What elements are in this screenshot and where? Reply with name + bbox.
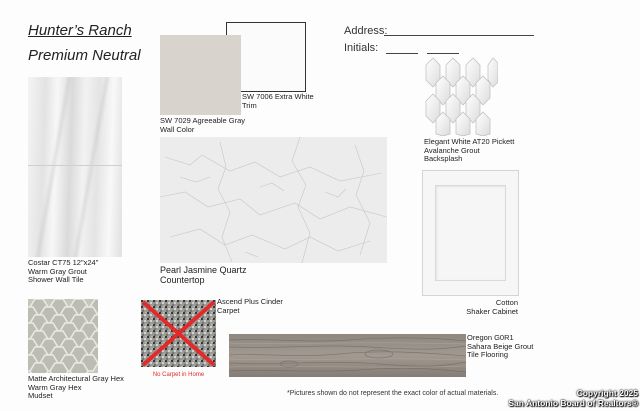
disclaimer-note: *Pictures shown do not represent the exact color of actual materials. xyxy=(287,390,499,397)
copyright-watermark: Copyright 2025 San Antonio Board of Realtors® xyxy=(508,388,638,408)
address-label: Address: xyxy=(344,25,388,37)
initials-line-2 xyxy=(427,53,459,54)
trim-color-caption: SW 7006 Extra White Trim xyxy=(242,92,314,110)
hex-tile-swatch xyxy=(28,299,98,373)
initials-label: Initials: xyxy=(344,42,379,54)
backsplash-tile-swatch xyxy=(424,56,498,136)
plank-tile-caption: Oregon G0R1 Sahara Beige Grout Tile Flooring xyxy=(467,333,534,359)
wall-color-swatch xyxy=(160,35,241,115)
package-subtitle: Premium Neutral xyxy=(28,47,141,64)
shower-tile-caption: Costar CT75 12"x24" Warm Gray Grout Shower Wall Tile xyxy=(28,258,99,284)
carpet-swatch xyxy=(141,300,216,367)
carpet-note: No Carpet in Home xyxy=(152,372,205,378)
shaker-cabinet-door xyxy=(422,170,519,296)
document-title: Hunter’s Ranch xyxy=(28,22,132,39)
carpet-caption: Ascend Plus Cinder Carpet xyxy=(217,297,283,315)
plank-tile-swatch xyxy=(229,334,466,377)
initials-line-1 xyxy=(386,53,418,54)
backsplash-caption: Elegant White AT20 Pickett Avalanche Grout Backsplash xyxy=(424,137,515,163)
wall-color-caption: SW 7029 Agreeable Gray Wall Color xyxy=(160,116,246,134)
quartz-countertop-swatch xyxy=(160,137,387,263)
address-line xyxy=(384,35,534,36)
cabinet-caption: Cotton Shaker Cabinet xyxy=(466,298,518,316)
quartz-countertop-caption: Pearl Jasmine Quartz Countertop xyxy=(160,265,247,285)
hex-tile-caption: Matte Architectural Gray Hex Warm Gray Hex Mudset xyxy=(28,374,124,400)
shower-tile-swatch xyxy=(28,77,122,257)
